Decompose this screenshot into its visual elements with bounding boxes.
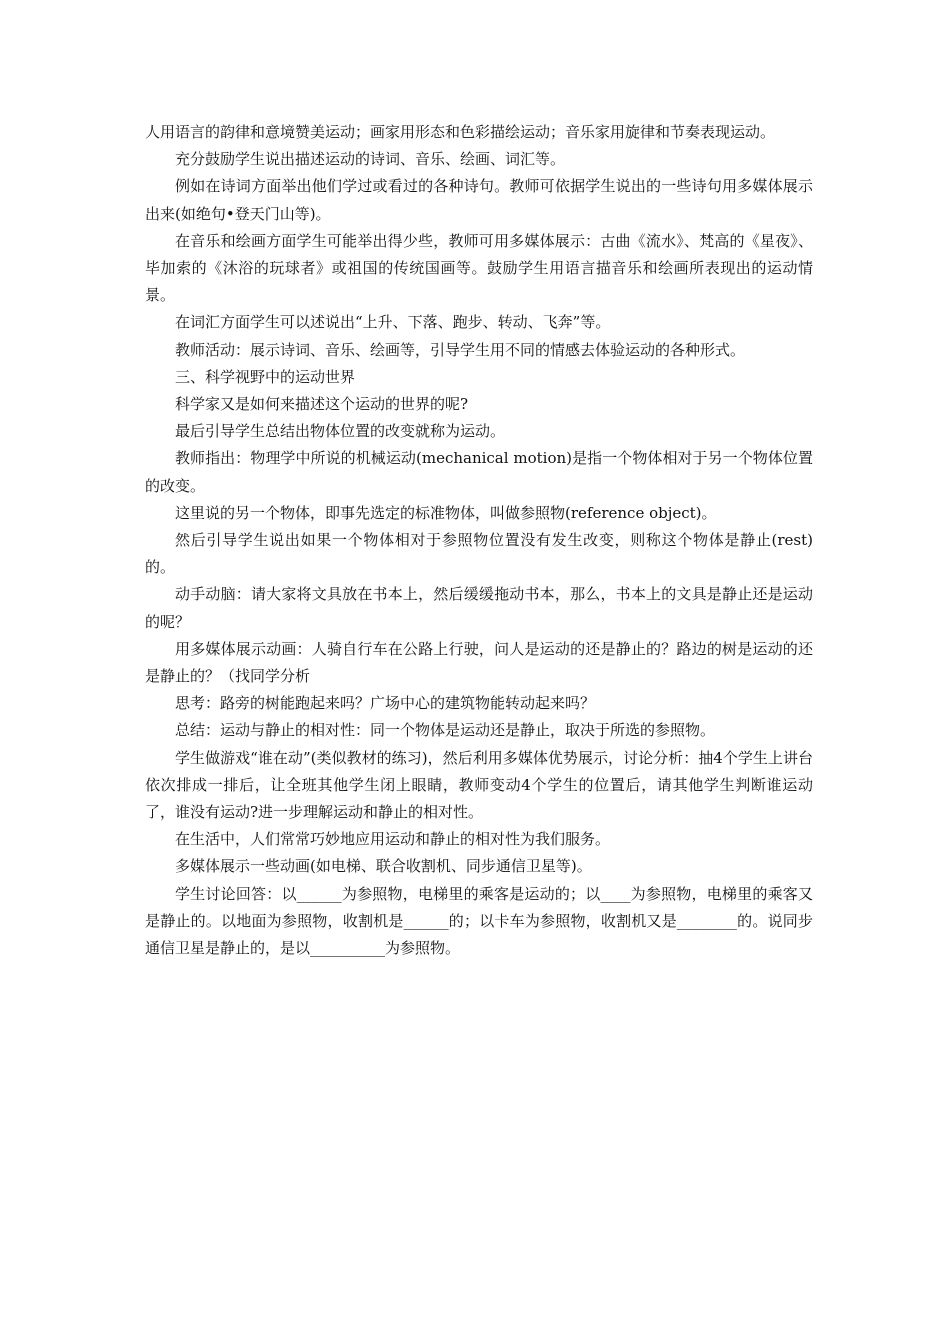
paragraph: 总结：运动与静止的相对性：同一个物体是运动还是静止，取决于所选的参照物。 [175, 721, 716, 740]
paragraph: 充分鼓励学生说出描述运动的诗词、音乐、绘画、词汇等。 [175, 150, 566, 169]
paragraph: 在词汇方面学生可以述说出“上升、下落、跑步、转动、飞奔”等。 [175, 313, 611, 332]
paragraph: 学生做游戏“谁在动”(类似教材的练习)，然后利用多媒体优势展示，讨论分析：抽4个学生上讲台依次排成一排后，让全班其他学生闭上眼睛，教师变动4个学生的位置后，请其他学生判断谁运动了，谁没有运动?进一步理解运动和静止的相对性。 [145, 748, 813, 822]
paragraph-fill-in-blanks: 学生讨论回答：以______为参照物，电梯里的乘客是运动的；以____为参照物，电梯里的乘客又是静止的。以地面为参照物，收割机是______的；以卡车为参照物，收割机又是________的。说同步通信卫星是静止的，是以__________为参照物。 [145, 884, 813, 958]
paragraph: 教师指出：物理学中所说的机械运动(mechanical motion)是指一个物体相对于另一个物体位置的改变。 [145, 449, 813, 495]
paragraph: 在音乐和绘画方面学生可能举出得少些，教师可用多媒体展示：古曲《流水》、梵高的《星夜》、毕加索的《沐浴的玩球者》或祖国的传统国画等。鼓励学生用语言描音乐和绘画所表现出的运动情景。 [145, 231, 813, 305]
paragraph: 教师活动：展示诗词、音乐、绘画等，引导学生用不同的情感去体验运动的各种形式。 [175, 340, 746, 359]
section-heading: 三、科学视野中的运动世界 [175, 367, 356, 386]
document-body [145, 119, 813, 962]
paragraph: 科学家又是如何来描述这个运动的世界的呢? [175, 395, 469, 414]
paragraph: 思考：路旁的树能跑起来吗？广场中心的建筑物能转动起来吗？ [175, 694, 596, 713]
paragraph: 然后引导学生说出如果一个物体相对于参照物位置没有发生改变，则称这个物体是静止(rest)的。 [145, 531, 813, 577]
paragraph: 最后引导学生总结出物体位置的改变就称为运动。 [175, 422, 506, 441]
paragraph: 用多媒体展示动画：人骑自行车在公路上行驶，问人是运动的还是静止的？路边的树是运动的还是静止的？（找同学分析 [145, 639, 813, 686]
paragraph-intro-continuation: 人用语言的韵律和意境赞美运动；画家用形态和色彩描绘运动；音乐家用旋律和节奏表现运动。 [145, 123, 776, 141]
paragraph: 多媒体展示一些动画(如电梯、联合收割机、同步通信卫星等)。 [175, 857, 592, 876]
paragraph: 例如在诗词方面举出他们学过或看过的各种诗句。教师可依据学生说出的一些诗句用多媒体展示出来(如绝句•登天门山等)。 [145, 177, 813, 223]
paragraph: 动手动脑：请大家将文具放在书本上，然后缓缓拖动书本，那么，书本上的文具是静止还是运动的呢？ [145, 585, 813, 631]
paragraph: 在生活中，人们常常巧妙地应用运动和静止的相对性为我们服务。 [175, 830, 611, 849]
paragraph: 这里说的另一个物体，即事先选定的标准物体，叫做参照物(reference object)。 [175, 503, 717, 522]
